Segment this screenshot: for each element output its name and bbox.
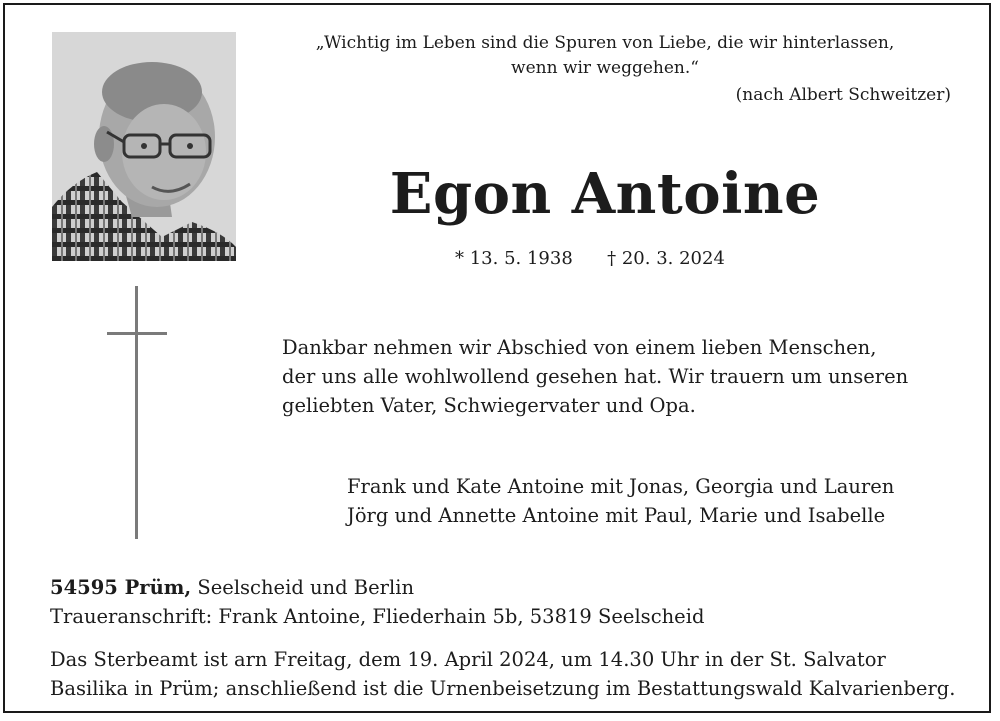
- family-list: [347, 472, 894, 530]
- portrait-photo: [52, 32, 236, 261]
- service-line-2: Basilika in Prüm; anschließend ist die Urnenbeisetzung im Bestattungswald Kalvarienberg.: [50, 677, 956, 700]
- cross-icon: [105, 286, 175, 545]
- family-member-line: Jörg und Annette Antoine mit Paul, Marie und Isabelle: [347, 504, 886, 527]
- thanks-line-3: geliebten Vater, Schwiegervater und Opa.: [282, 394, 696, 417]
- birth-date: * 13. 5. 1938: [455, 248, 573, 269]
- service-line-1: Das Sterbeamt ist arn Freitag, dem 19. April 2024, um 14.30 Uhr in der St. Salvator: [50, 648, 886, 671]
- thanks-text: [282, 333, 954, 420]
- place-others: Seelscheid und Berlin: [197, 576, 415, 599]
- obituary-card: [3, 3, 991, 713]
- thanks-line-2: der uns alle wohlwollend gesehen hat. Wir trauern um unseren: [282, 365, 909, 388]
- quote: [255, 31, 955, 81]
- death-date: † 20. 3. 2024: [607, 248, 725, 269]
- quote-author: (nach Albert Schweitzer): [735, 85, 951, 105]
- place-line: [50, 573, 414, 602]
- family-member-line: Frank und Kate Antoine mit Jonas, Georgia und Lauren: [347, 475, 895, 498]
- quote-line-2: wenn wir weggehen.“: [511, 58, 699, 78]
- life-dates: [455, 246, 725, 272]
- mourning-address: Traueranschrift: Frank Antoine, Fliederhain 5b, 53819 Seelscheid: [50, 605, 705, 628]
- thanks-line-1: Dankbar nehmen wir Abschied von einem lieben Menschen,: [282, 336, 877, 359]
- deceased-name: Egon Antoine: [389, 161, 821, 227]
- portrait-illustration: [52, 32, 236, 261]
- quote-line-1: „Wichtig im Leben sind die Spuren von Liebe, die wir hinterlassen,: [315, 33, 895, 53]
- place-city: 54595 Prüm,: [50, 576, 192, 599]
- service-info: [50, 645, 956, 703]
